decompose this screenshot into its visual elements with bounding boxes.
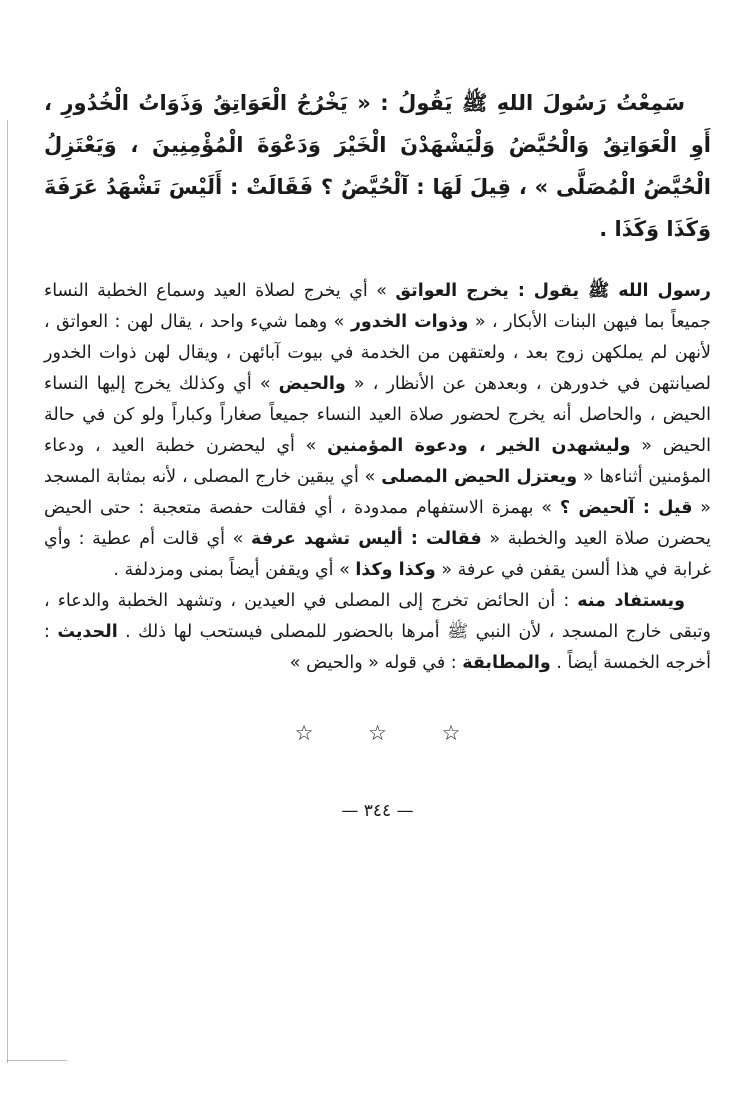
commentary-text: : أن الحائض تخرج إلى المصلى في العيدين ، وتشهد الخطبة والدعاء ، وتبقى خارج المسجد ، لأن النبي ﷺ أمرها بالحضور للمصلى فيستحب لها ذلك . — [44, 591, 711, 642]
page-number: — ٣٤٤ — — [341, 801, 414, 821]
commentary-bold-phrase: وليشهدن الخير ، ودعوة المؤمنين — [327, 436, 631, 456]
star-icon: ☆ — [368, 721, 387, 745]
commentary-bold-phrase: وذوات الخدور — [350, 312, 469, 332]
commentary-text: » بهمزة الاستفهام ممدودة ، أي فقالت حفصة متعجبة : حتى الحيض يحضرن صلاة العيد والخطبة « — [44, 498, 712, 549]
hadith-text: سَمِعْتُ رَسُولَ اللهِ ﷺ يَقُولُ : « يَخْرُجُ الْعَوَاتِقُ وَذَوَاتُ الْخُدُورِ ، أَوِ الْعَوَاتِقُ وَالْحُيَّضُ وَلْيَشْهَدْنَ الْخَيْرَ وَدَعْوَةَ الْمُؤْمِنِينَ ، وَيَعْتَزِلُ الْحُيَّضُ الْمُصَلَّى » ، قِيلَ لَهَا : آلْحُيَّضُ ؟ فَقَالَتْ : أَلَيْسَ تَشْهَدُ عَرَفَةَ وَكَذَا وَكَذَا . — [44, 91, 711, 241]
commentary-paragraph — [44, 586, 711, 679]
commentary-bold-phrase: الحديث — [57, 622, 118, 642]
commentary-text: » وهما شيء واحد ، يقال لهن : العواتق ، لأنهن لم يملكهن زوج بعد ، ولعتقهن من الخدمة في بيوت آبائهن ، ويقال لهن ذوات الخدور لصيانتهن في خدورهن ، وبعدهن عن الأنظار ، « — [44, 312, 711, 394]
commentary-bold-phrase: فقالت : أليس تشهد عرفة — [250, 529, 482, 549]
commentary-text: » أي يبقين خارج المصلى ، لأنه بمثابة المسجد « — [44, 467, 711, 518]
commentary-text: : في قوله « والحيض » — [289, 653, 463, 673]
commentary-bold-phrase: وكذا وكذا — [355, 560, 436, 580]
commentary-bold-phrase: رسول الله ﷺ يقول : يخرج العواتق — [395, 281, 711, 301]
commentary — [44, 276, 711, 679]
commentary-text: » أي وكذلك يخرج إليها النساء الحيض ، والحاصل أنه يخرج لحضور صلاة العيد النساء جميعاً صغاراً وكباراً ولو كن في حالة الحيض « — [44, 374, 711, 456]
commentary-bold-phrase: ويعتزل الحيض المصلى — [381, 467, 578, 487]
commentary-text: » أي قالت أم عطية : وأي غرابة في هذا ألسن يقفن في عرفة « — [44, 529, 711, 580]
commentary-bold-phrase: ويستفاد منه — [577, 591, 685, 611]
commentary-bold-phrase: والمطابقة — [462, 653, 551, 673]
commentary-bold-phrase: والحيض — [278, 374, 346, 394]
commentary-text: : أخرجه الخمسة أيضاً . — [44, 622, 711, 673]
commentary-text: » أي ليحضرن خطبة العيد ، ودعاء المؤمنين أثناءها « — [44, 436, 712, 487]
commentary-paragraph — [44, 276, 711, 586]
commentary-text: » أي يخرج لصلاة العيد وسماع الخطبة النساء جميعاً بما فيهن البنات الأبكار ، « — [44, 281, 711, 332]
stars-divider — [44, 721, 711, 745]
commentary-bold-phrase: قيل : آلحيض ؟ — [559, 498, 693, 518]
star-icon: ☆ — [294, 721, 314, 745]
commentary-text: » أي ويقفن أيضاً بمنى ومزدلفة . — [113, 560, 356, 580]
star-icon: ☆ — [441, 721, 461, 745]
